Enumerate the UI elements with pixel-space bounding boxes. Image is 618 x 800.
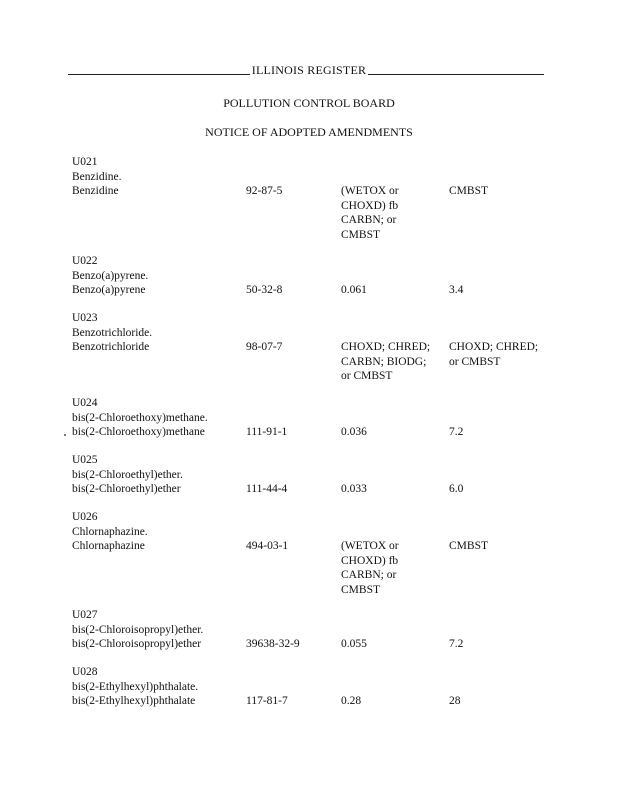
constituent-name: bis(2-Chloroethyl)ether bbox=[72, 483, 181, 495]
wastewater-standard-line: (WETOX or bbox=[341, 185, 399, 197]
cas-number: 111-91-1 bbox=[246, 426, 288, 438]
waste-code: U024 bbox=[72, 397, 98, 409]
wastewater-standard bbox=[341, 637, 441, 652]
waste-code: U022 bbox=[72, 255, 98, 267]
waste-name: bis(2-Chloroethyl)ether. bbox=[72, 468, 183, 481]
wastewater-standard-line: 0.033 bbox=[341, 483, 367, 495]
cas-number: 111-44-4 bbox=[246, 483, 288, 495]
wastewater-standard-line: 0.28 bbox=[341, 695, 362, 707]
wastewater-standard bbox=[341, 694, 441, 709]
nonwastewater-standard-line: CMBST bbox=[449, 185, 488, 197]
waste-name: bis(2-Chloroethoxy)methane. bbox=[72, 411, 208, 424]
waste-name: Benzidine. bbox=[72, 170, 122, 183]
nonwastewater-standard-line: CHOXD; CHRED; bbox=[449, 341, 539, 353]
waste-entry bbox=[72, 608, 592, 650]
waste-name: Chlornaphazine. bbox=[72, 525, 148, 538]
nonwastewater-standard-line: 28 bbox=[449, 695, 461, 707]
wastewater-standard-line: CHOXD) fb bbox=[341, 199, 399, 212]
waste-code: U028 bbox=[72, 666, 98, 678]
nonwastewater-standard bbox=[449, 539, 549, 554]
wastewater-standard-line: CARBN; or bbox=[341, 569, 397, 581]
wastewater-standard bbox=[341, 184, 441, 242]
wastewater-standard-line: CHOXD; CHRED; bbox=[341, 341, 431, 353]
wastewater-standard-line: CARBN; BIODG; bbox=[341, 355, 427, 368]
wastewater-standard bbox=[341, 283, 441, 298]
nonwastewater-standard bbox=[449, 637, 549, 652]
waste-entry bbox=[72, 510, 592, 596]
wastewater-standard-line: or CMBST bbox=[341, 370, 393, 382]
constituent-name: Benzotrichloride bbox=[72, 341, 150, 353]
scan-speck bbox=[64, 434, 66, 436]
wastewater-standard-line: CMBST bbox=[341, 228, 380, 241]
constituent-name: Benzo(a)pyrene bbox=[72, 284, 146, 296]
constituent-name: bis(2-Ethylhexyl)phthalate bbox=[72, 695, 196, 707]
wastewater-standard-line: 0.061 bbox=[341, 284, 367, 296]
waste-code: U021 bbox=[72, 156, 98, 168]
nonwastewater-standard bbox=[449, 694, 549, 709]
cas-number: 494-03-1 bbox=[246, 540, 289, 552]
nonwastewater-standard-line: 7.2 bbox=[449, 426, 464, 438]
wastewater-standard-line: 0.055 bbox=[341, 638, 367, 650]
nonwastewater-standard bbox=[449, 482, 549, 497]
waste-entry bbox=[72, 311, 592, 382]
waste-entry bbox=[72, 254, 592, 296]
register-title: ILLINOIS REGISTER bbox=[251, 63, 367, 77]
nonwastewater-standard bbox=[449, 283, 549, 298]
wastewater-standard-line: CMBST bbox=[341, 583, 380, 596]
waste-code: U025 bbox=[72, 454, 98, 466]
waste-code: U027 bbox=[72, 609, 98, 621]
wastewater-standard-line: CARBN; or bbox=[341, 214, 397, 226]
waste-code: U026 bbox=[72, 511, 98, 523]
constituent-name: bis(2-Chloroethoxy)methane bbox=[72, 426, 205, 438]
waste-name: Benzo(a)pyrene. bbox=[72, 269, 149, 282]
wastewater-standard-line: (WETOX or bbox=[341, 540, 399, 552]
waste-name: bis(2-Ethylhexyl)phthalate. bbox=[72, 680, 199, 693]
wastewater-standard bbox=[341, 539, 441, 597]
wastewater-standard-line: 0.036 bbox=[341, 426, 367, 438]
wastewater-standard bbox=[341, 340, 441, 384]
nonwastewater-standard-line: 6.0 bbox=[449, 483, 464, 495]
nonwastewater-standard-line: 3.4 bbox=[449, 284, 464, 296]
constituent-name: Chlornaphazine bbox=[72, 540, 145, 552]
waste-entry bbox=[72, 665, 592, 707]
nonwastewater-standard bbox=[449, 184, 549, 199]
constituent-name: Benzidine bbox=[72, 185, 119, 197]
waste-name: Benzotrichloride. bbox=[72, 326, 153, 339]
waste-entry bbox=[72, 396, 592, 438]
nonwastewater-standard-line: 7.2 bbox=[449, 638, 464, 650]
board-name: POLLUTION CONTROL BOARD bbox=[223, 96, 395, 110]
wastewater-standard bbox=[341, 482, 441, 497]
cas-number: 117-81-7 bbox=[246, 695, 288, 707]
waste-entry bbox=[72, 155, 592, 241]
cas-number: 39638-32-9 bbox=[246, 638, 300, 650]
notice-title: NOTICE OF ADOPTED AMENDMENTS bbox=[205, 125, 413, 139]
cas-number: 98-07-7 bbox=[246, 341, 283, 353]
cas-number: 50-32-8 bbox=[246, 284, 283, 296]
waste-code: U023 bbox=[72, 312, 98, 324]
nonwastewater-standard bbox=[449, 340, 549, 369]
nonwastewater-standard-line: CMBST bbox=[449, 540, 488, 552]
waste-name: bis(2-Chloroisopropyl)ether. bbox=[72, 623, 204, 636]
wastewater-standard bbox=[341, 425, 441, 440]
cas-number: 92-87-5 bbox=[246, 185, 283, 197]
waste-entry bbox=[72, 453, 592, 495]
constituent-name: bis(2-Chloroisopropyl)ether bbox=[72, 638, 202, 650]
nonwastewater-standard-line: or CMBST bbox=[449, 355, 501, 368]
nonwastewater-standard bbox=[449, 425, 549, 440]
wastewater-standard-line: CHOXD) fb bbox=[341, 554, 399, 567]
